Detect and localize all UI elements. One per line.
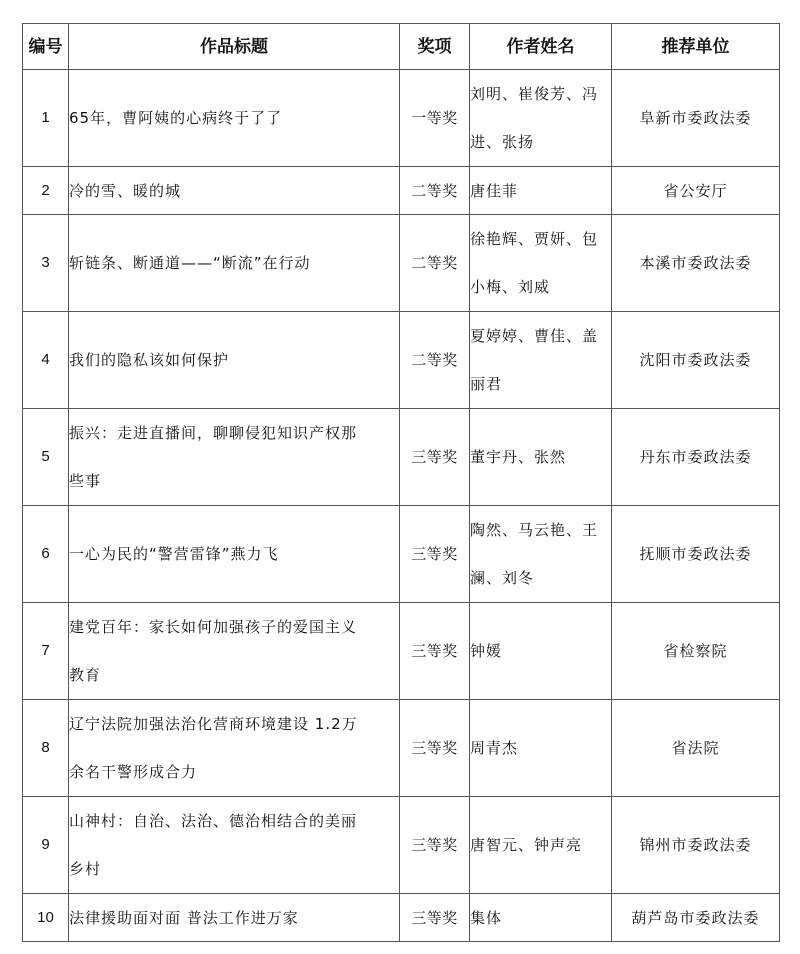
cell-no: 2 <box>23 167 69 215</box>
author-line: 小梅、刘威 <box>470 278 551 296</box>
author-line: 周青杰 <box>470 739 519 757</box>
table-row <box>23 700 780 797</box>
cell-unit: 本溪市委政法委 <box>612 215 780 312</box>
table-row <box>23 797 780 894</box>
table-row <box>23 894 780 942</box>
title-line: 振兴：走进直播间，聊聊侵犯知识产权那 <box>69 424 358 442</box>
cell-title <box>69 70 400 167</box>
author-line: 进、张扬 <box>470 133 535 151</box>
title-line: 山神村：自治、法治、德治相结合的美丽 <box>69 812 358 830</box>
cell-title <box>69 700 400 797</box>
cell-no: 4 <box>23 312 69 409</box>
awards-table <box>22 23 780 942</box>
title-line: 一心为民的“警营雷锋”燕力飞 <box>69 545 279 563</box>
cell-title <box>69 215 400 312</box>
title-line: 法律援助面对面 普法工作进万家 <box>69 908 299 927</box>
cell-unit: 丹东市委政法委 <box>612 409 780 506</box>
header-title: 作品标题 <box>69 24 400 70</box>
title-line: 我们的隐私该如何保护 <box>69 351 230 369</box>
cell-author <box>470 700 612 797</box>
title-line: 65年，曹阿姨的心病终于了了 <box>69 109 283 127</box>
title-line: 教育 <box>69 666 102 684</box>
cell-author <box>470 894 612 942</box>
cell-no: 10 <box>23 894 69 942</box>
cell-unit: 省法院 <box>612 700 780 797</box>
author-line: 丽君 <box>470 375 503 393</box>
author-line: 唐佳菲 <box>470 181 519 200</box>
author-line: 集体 <box>470 908 503 927</box>
cell-award: 二等奖 <box>400 312 470 409</box>
cell-award: 三等奖 <box>400 603 470 700</box>
cell-no: 7 <box>23 603 69 700</box>
cell-author <box>470 506 612 603</box>
cell-title <box>69 312 400 409</box>
cell-author <box>470 215 612 312</box>
cell-title <box>69 506 400 603</box>
cell-no: 8 <box>23 700 69 797</box>
author-line: 澜、刘冬 <box>470 569 535 587</box>
table-row <box>23 167 780 215</box>
header-no: 编号 <box>23 24 69 70</box>
cell-unit: 锦州市委政法委 <box>612 797 780 894</box>
title-line: 辽宁法院加强法治化营商环境建设 1.2万 <box>69 715 358 733</box>
table-row <box>23 312 780 409</box>
cell-author <box>470 797 612 894</box>
author-line: 唐智元、钟声亮 <box>470 836 583 854</box>
author-line: 钟媛 <box>470 642 503 660</box>
cell-unit: 沈阳市委政法委 <box>612 312 780 409</box>
cell-author <box>470 312 612 409</box>
title-line: 冷的雪、暖的城 <box>69 181 182 200</box>
author-line: 董宇丹、张然 <box>470 448 567 466</box>
table-row <box>23 215 780 312</box>
title-line: 些事 <box>69 472 102 490</box>
cell-author <box>470 409 612 506</box>
author-line: 陶然、马云艳、王 <box>470 521 599 539</box>
cell-author <box>470 167 612 215</box>
title-line: 乡村 <box>69 860 102 878</box>
header-row <box>23 24 780 70</box>
cell-award: 二等奖 <box>400 167 470 215</box>
header-author: 作者姓名 <box>470 24 612 70</box>
cell-award: 二等奖 <box>400 215 470 312</box>
cell-unit: 葫芦岛市委政法委 <box>612 894 780 942</box>
title-line: 建党百年：家长如何加强孩子的爱国主义 <box>69 618 358 636</box>
table-row <box>23 70 780 167</box>
cell-no: 6 <box>23 506 69 603</box>
cell-no: 9 <box>23 797 69 894</box>
cell-title <box>69 167 400 215</box>
cell-unit: 省检察院 <box>612 603 780 700</box>
cell-award: 三等奖 <box>400 409 470 506</box>
cell-no: 3 <box>23 215 69 312</box>
cell-award: 一等奖 <box>400 70 470 167</box>
table-row <box>23 409 780 506</box>
cell-unit: 阜新市委政法委 <box>612 70 780 167</box>
cell-award: 三等奖 <box>400 894 470 942</box>
table-row <box>23 603 780 700</box>
cell-no: 1 <box>23 70 69 167</box>
cell-author <box>470 603 612 700</box>
cell-title <box>69 797 400 894</box>
author-line: 夏婷婷、曹佳、盖 <box>470 327 599 345</box>
header-award: 奖项 <box>400 24 470 70</box>
title-line: 斩链条、断通道——“断流”在行动 <box>69 254 311 272</box>
cell-no: 5 <box>23 409 69 506</box>
cell-unit: 省公安厅 <box>612 167 780 215</box>
cell-award: 三等奖 <box>400 506 470 603</box>
cell-unit: 抚顺市委政法委 <box>612 506 780 603</box>
header-unit: 推荐单位 <box>612 24 780 70</box>
cell-author <box>470 70 612 167</box>
table-row <box>23 506 780 603</box>
author-line: 刘明、崔俊芳、冯 <box>470 85 599 103</box>
cell-title <box>69 894 400 942</box>
title-line: 余名干警形成合力 <box>69 763 198 781</box>
author-line: 徐艳辉、贾妍、包 <box>470 230 599 248</box>
cell-title <box>69 603 400 700</box>
cell-title <box>69 409 400 506</box>
cell-award: 三等奖 <box>400 797 470 894</box>
cell-award: 三等奖 <box>400 700 470 797</box>
